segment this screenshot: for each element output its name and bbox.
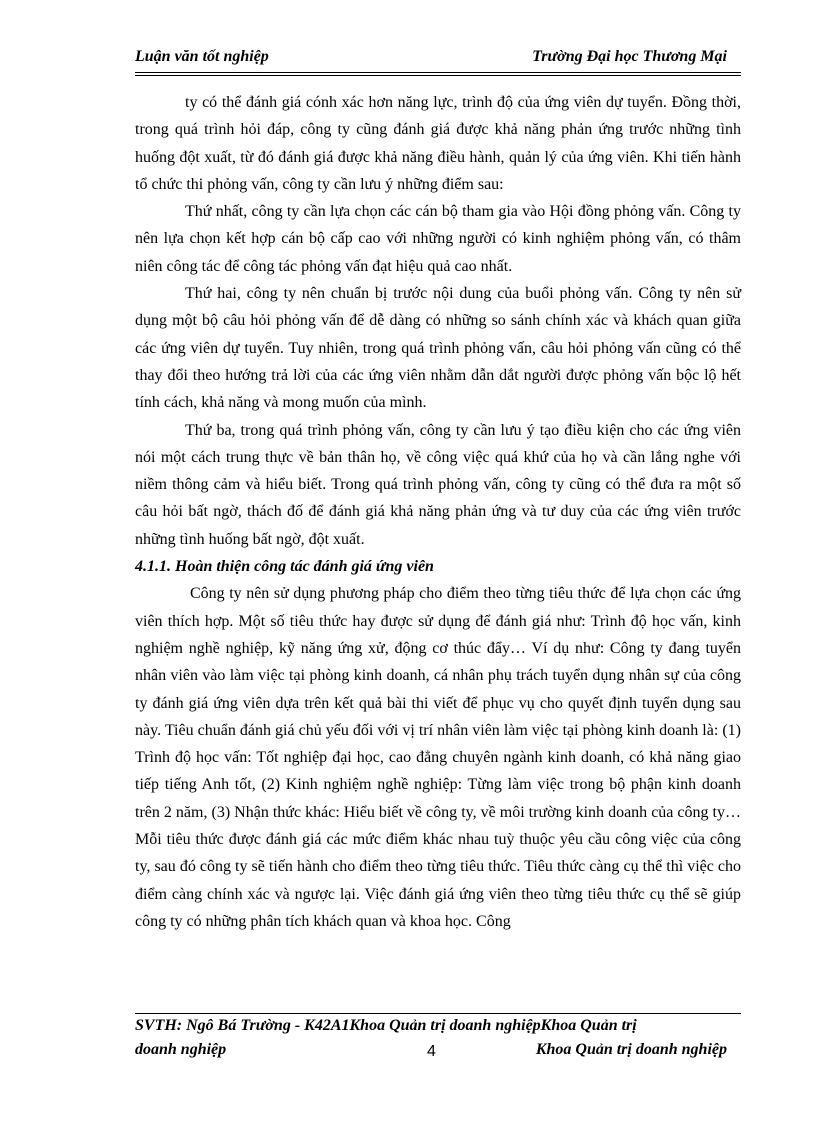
footer-rule xyxy=(135,1013,741,1014)
page-body xyxy=(135,89,741,935)
section-paragraph: Công ty nên sử dụng phương pháp cho điểm theo từng tiêu thức để lựa chọn các ứng viên thích hợp. Một số tiêu thức hay được sử dụng để đánh giá như: Trình độ học vấn, kinh nghiệm nghề nghiệp, kỹ năng ứng xử, động cơ thúc đẩy… Ví dụ như: Công ty đang tuyển nhân viên vào làm việc tại phòng kinh doanh, cá nhân phụ trách tuyển dụng nhân sự của công ty đánh giá ứng viên dựa trên kết quả bài thi viết để phục vụ cho quyết định tuyển dụng sau này. Tiêu chuẩn đánh giá chủ yếu đối với vị trí nhân viên làm việc tại phòng kinh doanh là: (1) Trình độ học vấn: Tốt nghiệp đại học, cao đẳng chuyên ngành kinh doanh, có khả năng giao tiếp tiếng Anh tốt, (2) Kinh nghiệm nghề nghiệp: Từng làm việc trong bộ phận kinh doanh trên 2 năm, (3) Nhận thức khác: Hiểu biết về công ty, về môi trường kinh doanh của công ty… Mỗi tiêu thức được đánh giá các mức điểm khác nhau tuỳ thuộc yêu cầu công việc của công ty, sau đó công ty sẽ tiến hành cho điểm theo từng tiêu thức. Tiêu thức càng cụ thể thì việc cho điểm càng chính xác và ngược lại. Việc đánh giá ứng viên theo từng tiêu thức cụ thể sẽ giúp công ty có những phân tích khách quan và khoa học. Công xyxy=(135,585,741,930)
header-right-title: Trường Đại học Thương Mại xyxy=(532,48,727,65)
paragraph-3: Thứ hai, công ty nên chuẩn bị trước nội dung của buổi phỏng vấn. Công ty nên sử dụng một bộ câu hỏi phỏng vấn để dễ dàng có những so sánh chính xác và khách quan giữa các ứng viên dự tuyển. Tuy nhiên, trong quá trình phỏng vấn, câu hỏi phỏng vấn cũng có thể thay đổi theo hướng trả lời của các ứng viên nhằm dẫn dắt người được phỏng vấn bộc lộ hết tính cách, khả năng và mong muốn của mình. xyxy=(135,285,741,412)
header-rule xyxy=(135,72,741,76)
page-footer xyxy=(135,1017,741,1067)
footer-author-line: SVTH: Ngô Bá Trường - K42A1Khoa Quản trị doanh nghiệpKhoa Quản trị xyxy=(135,1017,637,1034)
paragraph-2: Thứ nhất, công ty cần lựa chọn các cán bộ tham gia vào Hội đồng phỏng vấn. Công ty nên lựa chọn kết hợp cán bộ cấp cao với những người có kinh nghiệm phỏng vấn, có thâm niên công tác để công tác phỏng vấn đạt hiệu quả cao nhất. xyxy=(135,203,741,275)
page-header xyxy=(135,48,741,74)
paragraph-4: Thứ ba, trong quá trình phỏng vấn, công ty cần lưu ý tạo điều kiện cho các ứng viên nói một cách trung thực về bản thân họ, về công việc quá khứ của họ và cần lắng nghe với niềm thông cảm và hiểu biết. Trong quá trình phỏng vấn, công ty cũng có thể đưa ra một số câu hỏi bất ngờ, thách đố để đánh giá khả năng phản ứng và tư duy của các ứng viên trước những tình huống bất ngờ, đột xuất. xyxy=(135,421,741,548)
paragraph-1: ty có thể đánh giá cónh xác hơn năng lực, trình độ của ứng viên dự tuyển. Đồng thời, trong quá trình hỏi đáp, công ty cũng đánh giá được khả năng phản ứng trước những tình huống đột xuất, từ đó đánh giá được khả năng điều hành, quản lý của ứng viên. Khi tiến hành tổ chức thi phỏng vấn, công ty cần lưu ý những điểm sau: xyxy=(135,94,741,193)
footer-line2-left: doanh nghiệp xyxy=(135,1041,227,1058)
section-heading: 4.1.1. Hoàn thiện công tác đánh giá ứng viên xyxy=(135,558,434,576)
header-left-title: Luận văn tốt nghiệp xyxy=(135,48,269,65)
page-number: 4 xyxy=(427,1043,436,1060)
footer-line2-right: Khoa Quản trị doanh nghiệp xyxy=(535,1041,727,1058)
